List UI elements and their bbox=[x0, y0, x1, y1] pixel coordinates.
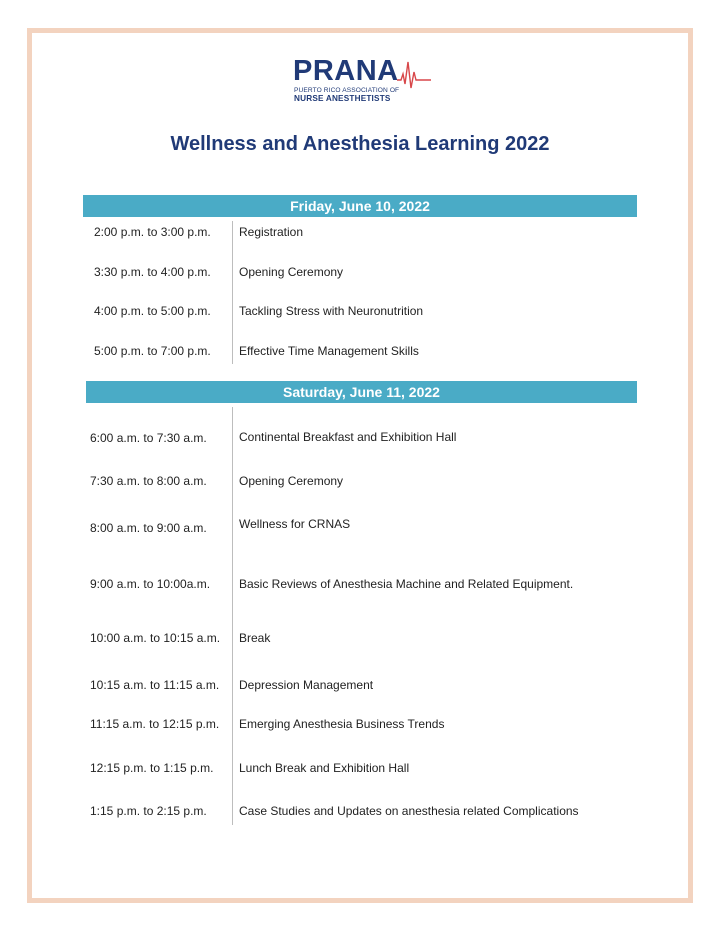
saturday-row-time: 1:15 p.m. to 2:15 p.m. bbox=[90, 804, 207, 818]
saturday-row-event: Emerging Anesthesia Business Trends bbox=[239, 717, 445, 731]
saturday-row-time: 9:00 a.m. to 10:00a.m. bbox=[90, 577, 211, 591]
logo-subtitle-line1: PUERTO RICO ASSOCIATION OF bbox=[294, 87, 400, 94]
logo-wordmark: PRANA bbox=[293, 55, 399, 87]
saturday-row-event: Lunch Break and Exhibition Hall bbox=[239, 761, 410, 775]
friday-row-event: Tackling Stress with Neuronutrition bbox=[239, 304, 424, 318]
logo-subtitle-line2: NURSE ANESTHETISTS bbox=[294, 94, 391, 103]
friday-row-time: 2:00 p.m. to 3:00 p.m. bbox=[94, 225, 211, 239]
friday-row-event: Effective Time Management Skills bbox=[239, 344, 419, 358]
saturday-row-event: Break bbox=[239, 631, 271, 645]
saturday-row-time: 10:00 a.m. to 10:15 a.m. bbox=[90, 631, 221, 645]
heartbeat-pulse-icon bbox=[397, 60, 431, 90]
saturday-row-event: Continental Breakfast and Exhibition Hall bbox=[239, 430, 457, 444]
saturday-row-time: 10:15 a.m. to 11:15 a.m. bbox=[90, 678, 220, 692]
friday-row-time: 3:30 p.m. to 4:00 p.m. bbox=[94, 265, 211, 279]
saturday-row-time: 8:00 a.m. to 9:00 a.m. bbox=[90, 521, 207, 535]
saturday-column-divider bbox=[232, 407, 233, 825]
saturday-row-time: 6:00 a.m. to 7:30 a.m. bbox=[90, 431, 207, 445]
saturday-row-event: Depression Management bbox=[239, 678, 374, 692]
saturday-row-time: 7:30 a.m. to 8:00 a.m. bbox=[90, 474, 207, 488]
saturday-row-time: 12:15 p.m. to 1:15 p.m. bbox=[90, 761, 214, 775]
friday-row-time: 5:00 p.m. to 7:00 p.m. bbox=[94, 344, 211, 358]
saturday-header: Saturday, June 11, 2022 bbox=[86, 381, 637, 403]
saturday-row-event: Wellness for CRNAS bbox=[239, 517, 351, 531]
page-title: Wellness and Anesthesia Learning 2022 bbox=[170, 133, 550, 155]
saturday-row-event: Basic Reviews of Anesthesia Machine and Related Equipment. bbox=[239, 577, 574, 591]
prana-logo bbox=[293, 55, 433, 103]
saturday-row-time: 11:15 a.m. to 12:15 p.m. bbox=[90, 717, 220, 731]
friday-row-time: 4:00 p.m. to 5:00 p.m. bbox=[94, 304, 211, 318]
friday-row-event: Opening Ceremony bbox=[239, 265, 344, 279]
friday-column-divider bbox=[232, 221, 233, 364]
saturday-row-event: Case Studies and Updates on anesthesia related Complications bbox=[239, 804, 579, 818]
saturday-row-event: Opening Ceremony bbox=[239, 474, 344, 488]
friday-row-event: Registration bbox=[239, 225, 304, 239]
friday-header: Friday, June 10, 2022 bbox=[83, 195, 637, 217]
